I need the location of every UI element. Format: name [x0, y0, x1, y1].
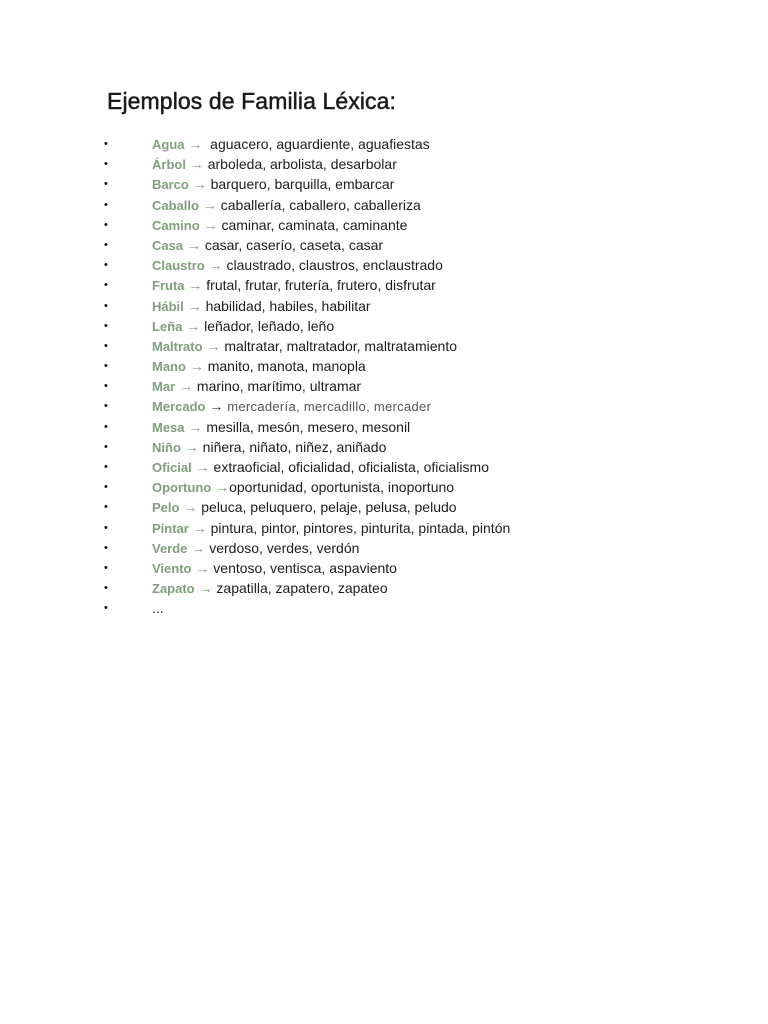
- derived-words: barquero, barquilla, embarcar: [210, 176, 395, 193]
- bullet-icon: •: [104, 319, 108, 332]
- ellipsis: ...: [152, 600, 164, 617]
- arrow-icon: →: [184, 418, 207, 435]
- arrow-icon: →: [204, 257, 227, 274]
- entry: [152, 154, 397, 175]
- entry: [152, 296, 371, 317]
- bullet-icon: •: [104, 461, 108, 473]
- derived-words: arboleda, arbolista, desarbolar: [207, 156, 397, 173]
- base-word: Verde: [152, 540, 188, 556]
- derived-words: mesilla, mesón, mesero, mesonil: [206, 418, 411, 435]
- entry: [152, 477, 454, 498]
- derived-words: marino, marítimo, ultramar: [196, 378, 362, 395]
- derived-words: peluca, peluquero, pelaje, pelusa, peludo: [201, 499, 457, 516]
- arrow-icon: →: [180, 438, 203, 455]
- base-word: Oficial: [152, 460, 192, 475]
- bullet-icon: •: [104, 299, 108, 312]
- bullet-icon: •: [104, 380, 108, 393]
- derived-words: caballería, caballero, caballeriza: [220, 196, 421, 213]
- derived-words: pintura, pintor, pintores, pinturita, pintada, pintón: [210, 519, 511, 536]
- entry: [152, 316, 334, 337]
- derived-words: oportunidad, oportunista, inoportuno: [229, 479, 455, 496]
- bullet-icon: •: [104, 501, 108, 514]
- derived-words: leñador, leñado, leño: [204, 317, 335, 334]
- bullet-icon: •: [104, 400, 108, 413]
- entry: [152, 215, 407, 236]
- entry: [152, 518, 510, 539]
- arrow-icon: →: [183, 236, 205, 253]
- derived-words: zapatilla, zapatero, zapateo: [216, 580, 388, 597]
- bullet-icon: •: [104, 420, 108, 433]
- arrow-icon: →: [183, 297, 206, 314]
- arrow-icon: →: [175, 378, 197, 395]
- entry: [152, 356, 366, 377]
- derived-words: ventoso, ventisca, aspaviento: [213, 559, 397, 576]
- derived-words: frutal, frutar, frutería, frutero, disfrutar: [206, 277, 436, 294]
- entry: [152, 255, 443, 276]
- arrow-icon: →: [211, 479, 230, 496]
- arrow-icon: →: [188, 176, 211, 193]
- arrow-icon: →: [191, 459, 214, 475]
- base-word: Árbol: [152, 157, 186, 173]
- entry: [152, 578, 388, 599]
- base-word: Zapato: [152, 581, 195, 597]
- base-word: Camino: [152, 217, 200, 233]
- entry: [152, 235, 383, 256]
- base-word: Barco: [152, 177, 189, 193]
- arrow-icon: →: [185, 156, 208, 173]
- base-word: Mesa: [152, 419, 185, 435]
- arrow-icon: →: [191, 559, 214, 576]
- bullet-icon: •: [104, 521, 108, 534]
- bullet-icon: •: [104, 279, 108, 292]
- entry: [152, 376, 361, 397]
- base-word: Mercado: [152, 399, 206, 415]
- base-word: Mano: [152, 359, 186, 375]
- derived-words: maltratar, maltratador, maltratamiento: [224, 337, 457, 354]
- arrow-icon: →: [194, 580, 217, 597]
- entry: [152, 417, 410, 438]
- base-word: Leña: [152, 318, 183, 334]
- base-word: Casa: [152, 237, 184, 253]
- arrow-icon: →: [184, 277, 207, 294]
- bullet-icon: •: [104, 541, 108, 554]
- derived-words: niñera, niñato, niñez, aniñado: [202, 438, 387, 455]
- arrow-icon: →: [187, 539, 210, 556]
- bullet-icon: •: [104, 158, 108, 171]
- base-word: Caballo: [152, 197, 199, 213]
- derived-words: extraoficial, oficialidad, oficialista, oficialismo: [213, 459, 489, 475]
- base-word: Hábil: [152, 298, 184, 314]
- entry: [152, 396, 431, 417]
- bullet-icon: •: [104, 481, 108, 494]
- bullet-icon: •: [104, 138, 108, 150]
- bullet-icon: •: [104, 561, 108, 574]
- base-word: Viento: [152, 560, 192, 576]
- entry: [152, 174, 394, 195]
- bullet-icon: •: [104, 178, 108, 191]
- base-word: Pintar: [152, 520, 189, 536]
- derived-words: manito, manota, manopla: [207, 358, 366, 375]
- bullet-icon: •: [104, 238, 108, 251]
- bullet-icon: •: [104, 360, 108, 373]
- page-title: Ejemplos de Familia Léxica:: [107, 88, 397, 114]
- base-word: Fruta: [152, 278, 185, 294]
- bullet-icon: •: [104, 602, 108, 615]
- derived-words: habilidad, habiles, habilitar: [205, 297, 371, 314]
- bullet-icon: •: [104, 259, 108, 272]
- arrow-icon: →: [179, 499, 202, 516]
- derived-words: mercadería, mercadillo, mercader: [227, 399, 432, 415]
- base-word: Mar: [152, 379, 176, 395]
- base-word: Oportuno: [152, 480, 212, 496]
- derived-words: aguacero, aguardiente, aguafiestas: [210, 136, 430, 152]
- derived-words: casar, caserío, caseta, casar: [204, 236, 384, 253]
- entry: [152, 195, 421, 216]
- arrow-icon: →: [198, 196, 221, 213]
- entry: [152, 558, 397, 579]
- arrow-icon: →: [202, 337, 225, 354]
- bullet-icon: •: [104, 218, 108, 231]
- bullet-icon: •: [104, 198, 108, 211]
- derived-words: claustrado, claustros, enclaustrado: [226, 257, 443, 274]
- entry: [152, 336, 457, 357]
- entry: [152, 538, 359, 559]
- entry: [152, 437, 386, 458]
- base-word: Pelo: [152, 500, 180, 516]
- derived-words: caminar, caminata, caminante: [221, 216, 408, 233]
- bullet-icon: •: [104, 440, 108, 453]
- arrow-icon: →: [185, 358, 208, 375]
- arrow-icon: →: [188, 519, 211, 536]
- derived-words: verdoso, verdes, verdón: [209, 539, 360, 556]
- base-word: Niño: [152, 439, 181, 455]
- arrow-icon: →: [205, 398, 228, 415]
- base-word: Maltrato: [152, 338, 203, 354]
- arrow-icon: →: [184, 136, 211, 152]
- arrow-icon: →: [199, 216, 222, 233]
- base-word: Claustro: [152, 258, 205, 274]
- entry: [152, 134, 430, 155]
- base-word: Agua: [152, 137, 185, 152]
- entry: [152, 497, 457, 518]
- arrow-icon: →: [182, 317, 205, 334]
- entry: [152, 457, 489, 478]
- bullet-icon: •: [104, 339, 108, 352]
- entry: [152, 275, 436, 296]
- bullet-icon: •: [104, 582, 108, 595]
